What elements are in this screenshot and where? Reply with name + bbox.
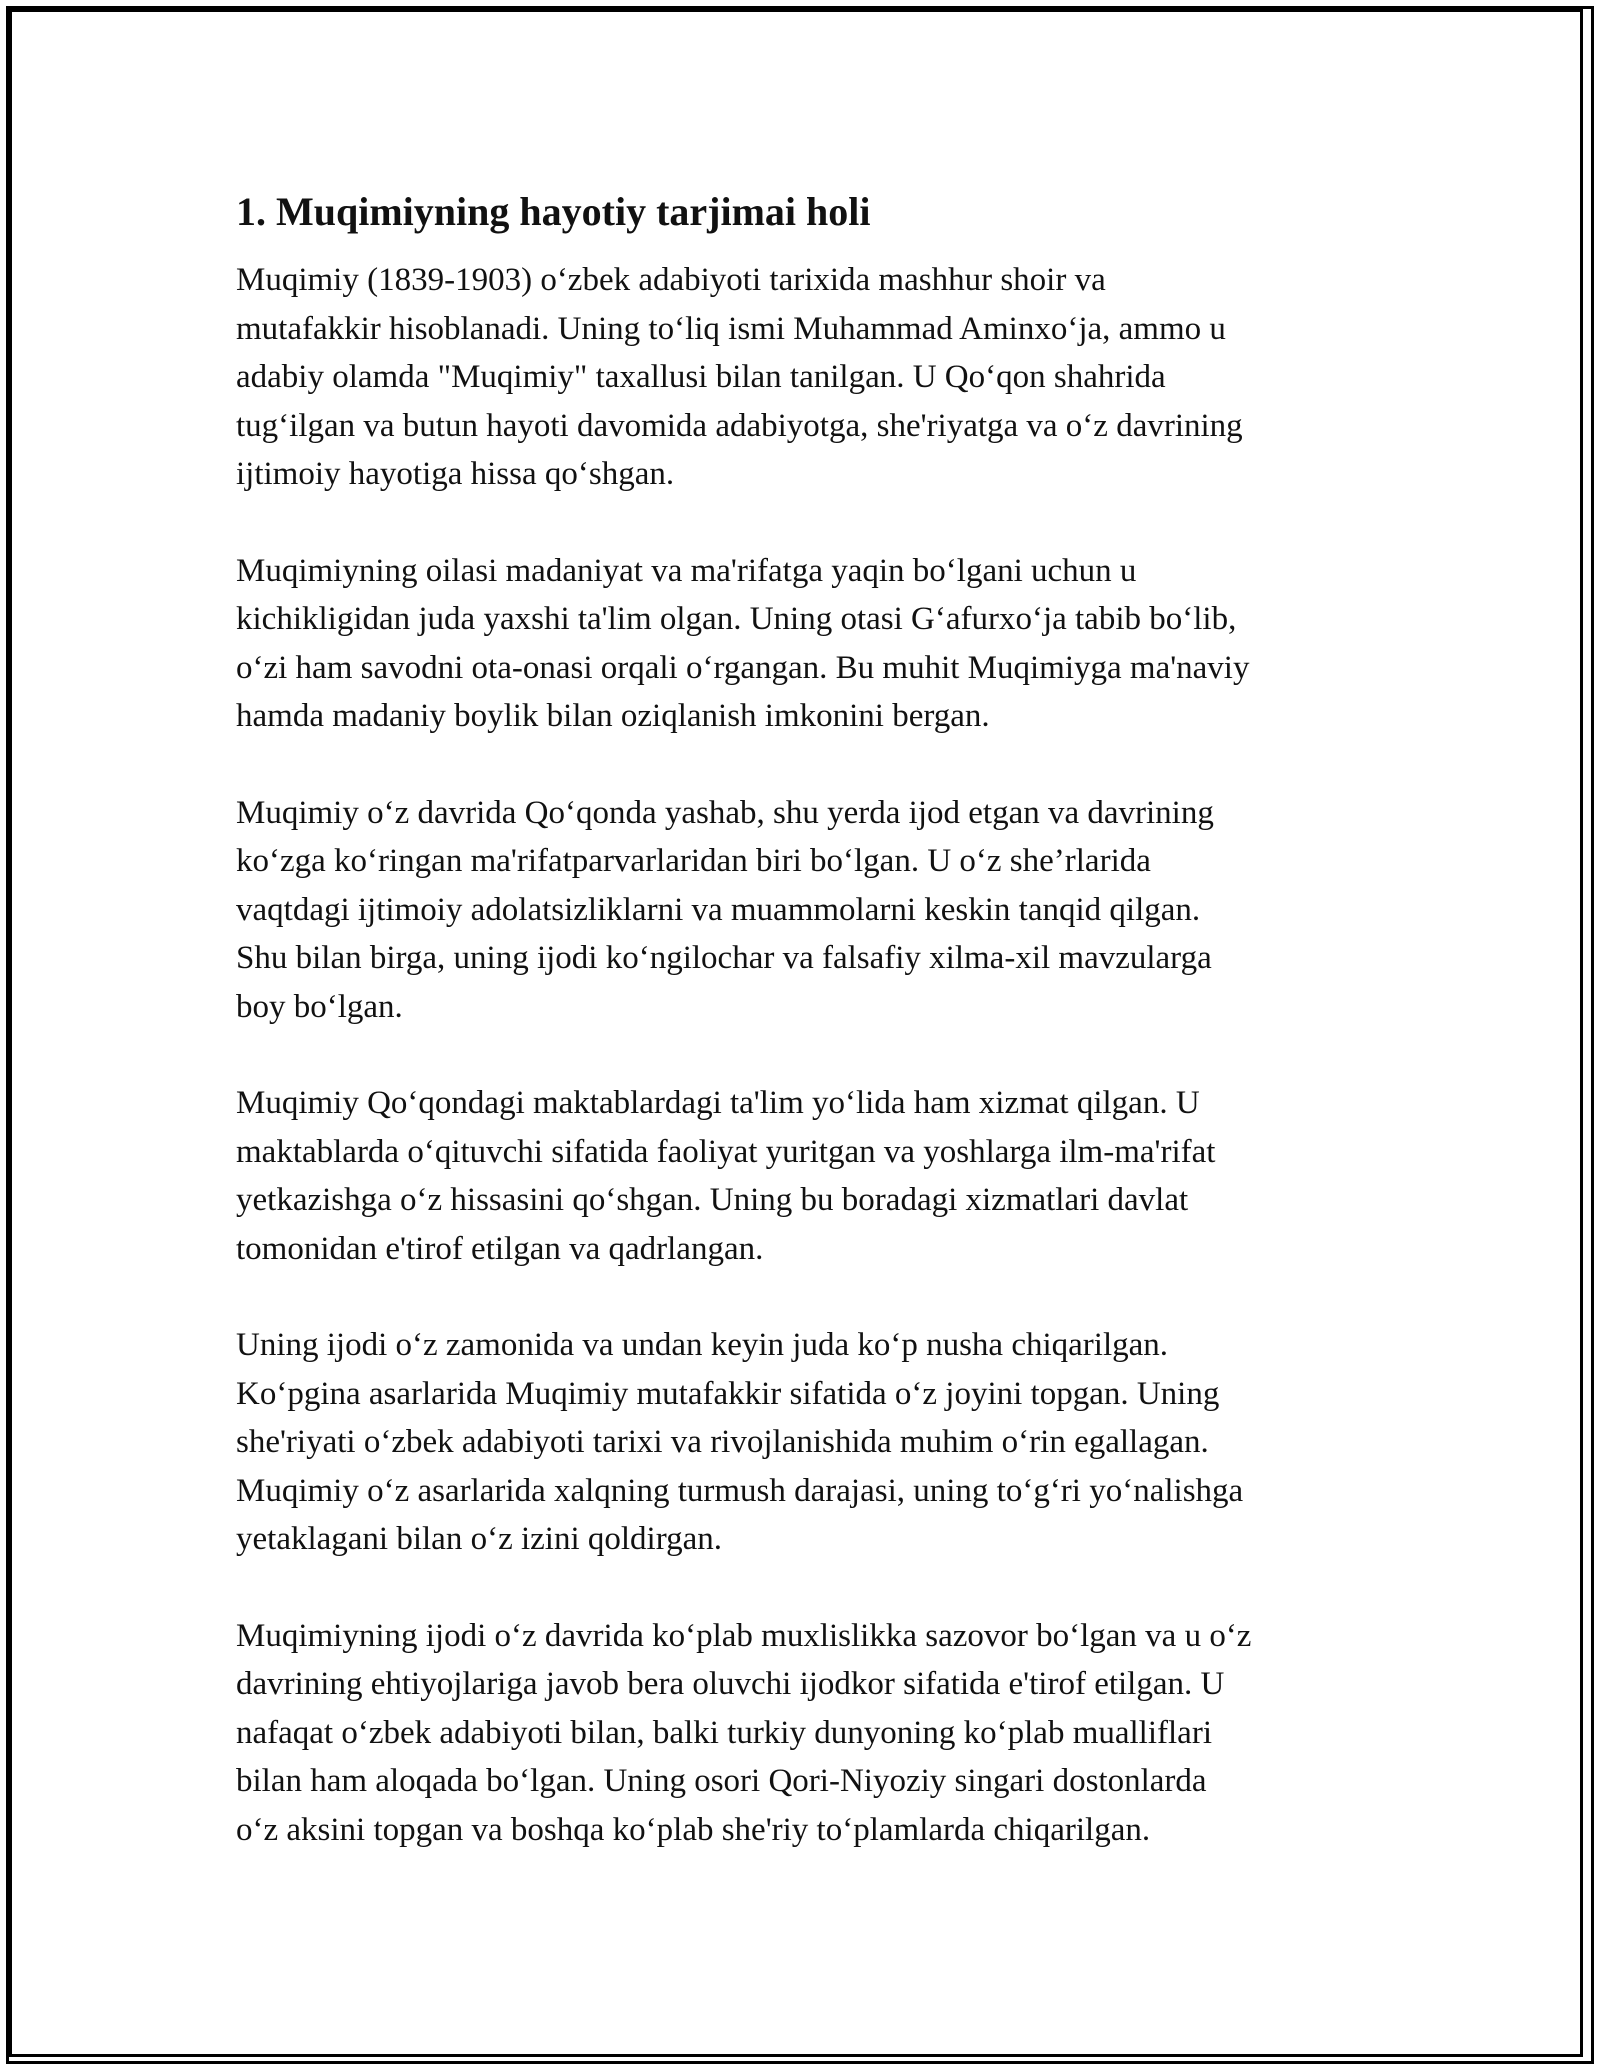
paragraph-line: Muqimiyning oilasi madaniyat va ma'rifatga yaqin bo‘lgani uchun u [236,552,1137,589]
paragraph-line: yetaklagani bilan o‘z izini qoldirgan. [236,1521,722,1557]
paragraph-line: mutafakkir hisoblanadi. Uning to‘liq ismi Muhammad Aminxo‘ja, ammo u [236,310,1226,347]
paragraph-line: Uning ijodi o‘z zamonida va undan keyin juda ko‘p nusha chiqarilgan. [236,1327,1169,1363]
paragraph-4 [236,1079,1366,1273]
paragraph-line: nafaqat o‘zbek adabiyoti bilan, balki turkiy dunyoning ko‘plab mualliflari [236,1714,1212,1751]
paragraph-5 [236,1321,1366,1564]
paragraph-line: maktablarda o‘qituvchi sifatida faoliyat yuritgan va yoshlarga ilm-ma'rifat [236,1133,1216,1170]
paragraph-line: Muqimiy (1839-1903) o‘zbek adabiyoti tarixida mashhur shoir va [236,262,1106,298]
section-heading: 1. Muqimiyning hayotiy tarjimai holi [236,189,871,234]
paragraph-line: bilan ham aloqada bo‘lgan. Uning osori Qori-Niyoziy singari dostonlarda [236,1763,1207,1799]
document-body [236,184,1366,1902]
paragraph-1 [236,256,1366,499]
paragraph-line: Shu bilan birga, uning ijodi ko‘ngilochar va falsafiy xilma-xil mavzularga [236,940,1212,976]
paragraph-line: davrining ehtiyojlariga javob bera oluvchi ijodkor sifatida e'tirof etilgan. U [236,1666,1225,1702]
paragraph-6 [236,1612,1366,1855]
paragraph-line: yetkazishga o‘z hissasini qo‘shgan. Uning bu boradagi xizmatlari davlat [236,1182,1189,1218]
paragraph-line: Ko‘pgina asarlarida Muqimiy mutafakkir sifatida o‘z joyini topgan. Uning [236,1375,1220,1412]
paragraph-line: Muqimiy o‘z davrida Qo‘qonda yashab, shu yerda ijod etgan va davrining [236,794,1214,831]
paragraph-line: o‘z aksini topgan va boshqa ko‘plab she'riy to‘plamlarda chiqarilgan. [236,1811,1151,1848]
paragraph-line: kichikligidan juda yaxshi ta'lim olgan. Uning otasi G‘afurxo‘ja tabib bo‘lib, [236,601,1237,637]
paragraph-line: Muqimiy o‘z asarlarida xalqning turmush darajasi, uning to‘g‘ri yo‘nalishga [236,1472,1244,1509]
paragraph-line: she'riyati o‘zbek adabiyoti tarixi va rivojlanishida muhim o‘rin egallagan. [236,1424,1209,1460]
paragraph-line: o‘zi ham savodni ota-onasi orqali o‘rgangan. Bu muhit Muqimiyga ma'naviy [236,649,1250,686]
paragraph-line: tug‘ilgan va butun hayoti davomida adabiyotga, she'riyatga va o‘z davrining [236,407,1243,444]
paragraph-line: tomonidan e'tirof etilgan va qadrlangan. [236,1230,764,1267]
paragraph-line: ko‘zga ko‘ringan ma'rifatparvarlaridan biri bo‘lgan. U o‘z she’rlarida [236,843,1151,879]
paragraph-line: Muqimiy Qo‘qondagi maktablardagi ta'lim yo‘lida ham xizmat qilgan. U [236,1085,1200,1121]
paragraph-line: hamda madaniy boylik bilan oziqlanish imkonini bergan. [236,698,990,734]
paragraph-line: vaqtdagi ijtimoiy adolatsizliklarni va muammolarni keskin tanqid qilgan. [236,891,1201,928]
paragraph-2 [236,547,1366,741]
paragraph-3 [236,789,1366,1032]
paragraph-line: ijtimoiy hayotiga hissa qo‘shgan. [236,456,675,492]
paragraph-line: adabiy olamda "Muqimiy" taxallusi bilan tanilgan. U Qo‘qon shahrida [236,359,1166,395]
paragraph-line: Muqimiyning ijodi o‘z davrida ko‘plab muxlislikka sazovor bo‘lgan va u o‘z [236,1617,1252,1654]
paragraph-line: boy bo‘lgan. [236,988,403,1025]
